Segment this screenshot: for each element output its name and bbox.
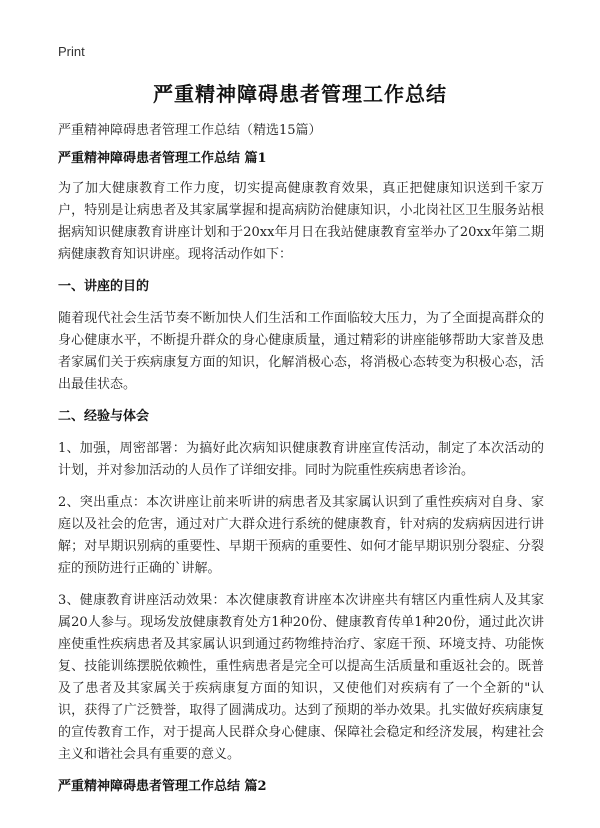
article-heading-2: 严重精神障碍患者管理工作总结 篇2 [58, 779, 267, 794]
document-subtitle: 严重精神障碍患者管理工作总结（精选15篇） [58, 123, 322, 138]
section-title-experience: 二、经验与体会 [58, 409, 150, 424]
page-title: 严重精神障碍患者管理工作总结 [153, 82, 447, 106]
document-body [58, 120, 544, 806]
intro-paragraph: 为了加大健康教育工作力度，切实提高健康教育效果，真正把健康知识送到千家万户，特别是让病患者及其家属掌握和提高病防治健康知识，小北岗社区卫生服务站根据病知识健康教育讲座计划和于20xx年月日在我站健康教育室举办了20xx年第二期病健康教育知识讲座。现将活动作如下： [58, 181, 544, 262]
experience-item-1: 1、加强，周密部署：为搞好此次病知识健康教育讲座宣传活动，制定了本次活动的计划，并对参加活动的人员作了详细安排。同时为院重性疾病患者诊治。 [58, 441, 544, 478]
print-label[interactable]: Print [58, 44, 85, 59]
section-title-purpose: 一、讲座的目的 [58, 279, 150, 294]
article-heading-1: 严重精神障碍患者管理工作总结 篇1 [58, 151, 267, 166]
experience-item-3: 3、健康教育讲座活动效果：本次健康教育讲座本次讲座共有辖区内重性病人及其家属20人参与。现场发放健康教育处方1种20份、健康教育传单1种20份，通过此次讲座使重性疾病患者及其家属认识到通过药物维持治疗、家庭干预、环境支持、功能恢复、技能训练摆脱依赖性，重性病患者是完全可以提高生活质量和重返社会的。既普及了患者及其家属关于疾病康复方面的知识，又使他们对疾病有了一个全新的"认识，获得了广泛赞誉，取得了圆满成功。达到了预期的举办效果。扎实做好疾病康复的宣传教育工作，对于提高人民群众身心健康、保障社会稳定和经济发展，构建社会主义和谐社会具有重要的意义。 [58, 593, 544, 762]
purpose-paragraph: 随着现代社会生活节奏不断加快人们生活和工作面临较大压力，为了全面提高群众的身心健康水平，不断提升群众的身心健康质量，通过精彩的讲座能够帮助大家普及患者家属们关于疾病康复方面的知识，化解消极心态，将消极心态转变为积极心态，活出最佳状态。 [58, 311, 544, 392]
experience-item-2: 2、突出重点：本次讲座让前来听讲的病患者及其家属认识到了重性疾病对自身、家庭以及社会的危害，通过对广大群众进行系统的健康教育，针对病的发病病因进行讲解；对早期识别病的重要性、早期干预病的重要性、如何才能早期识别分裂症、分裂症的预防进行正确的`讲解。 [58, 495, 544, 576]
